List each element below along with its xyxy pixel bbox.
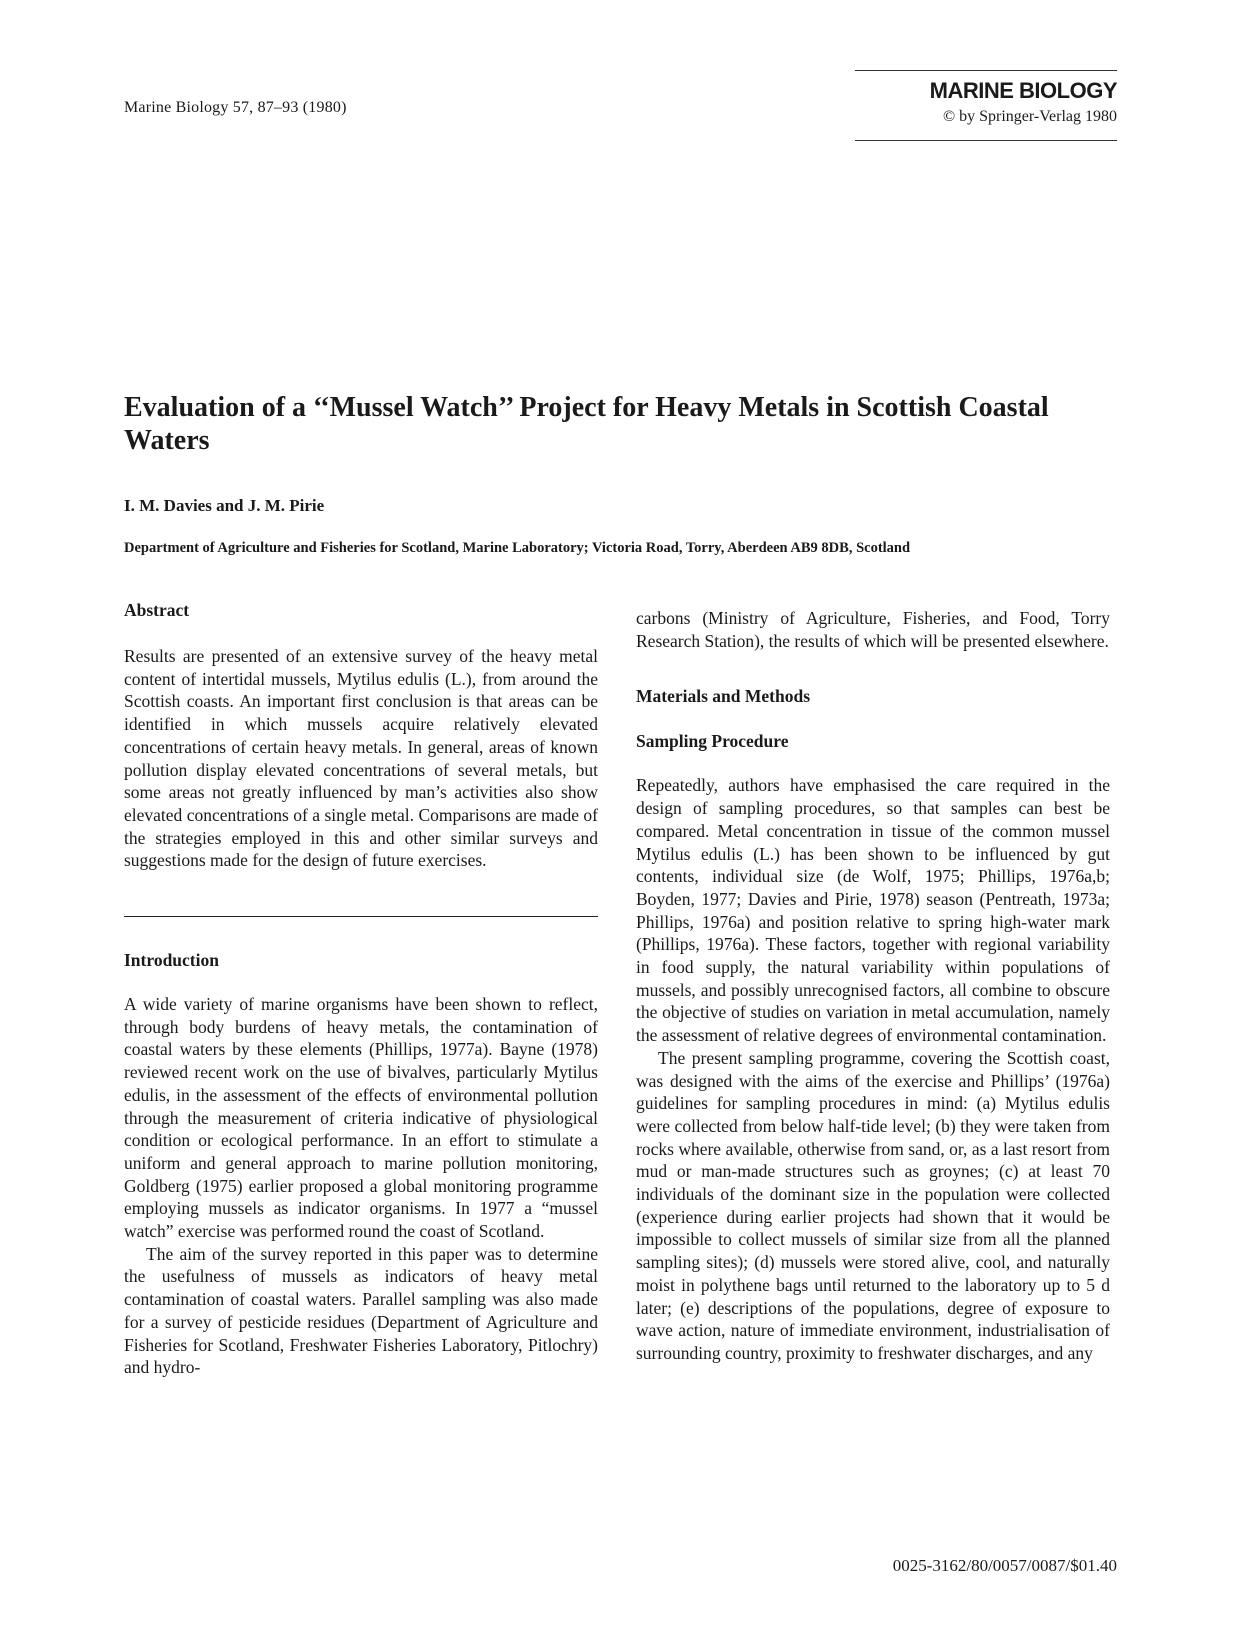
journal-name: MARINE BIOLOGY xyxy=(929,78,1117,103)
author-list: I. M. Davies and J. M. Pirie xyxy=(124,496,325,515)
sampling-heading: Sampling Procedure xyxy=(636,731,789,752)
masthead-bottom-rule xyxy=(855,140,1117,141)
methods-paragraph: The present sampling programme, covering the Scottish coast, was designed with the aims of the exercise and Phillips’ (1976a) guidelines for sampling procedures in mind: (a) Mytilus edulis were collected from below half-tide level; (b) they were taken from rocks where available, otherwise from sand, or, as a last resort from mud or man-made structures such as groynes; (c) at least 70 individuals of the dominant size in the population were collected (experience during earlier projects had shown that it would be impossible to collect mussels of similar size from all the planned sampling sites); (d) mussels were stored alive, cool, and naturally moist in polythene bags until returned to the laboratory up to 5 d later; (e) descriptions of the populations, degree of exposure to wave action, nature of immediate environment, industrialisation of surrounding country, proximity to freshwater discharges, and any xyxy=(636,1047,1110,1363)
abstract-text: Results are presented of an extensive survey of the heavy metal content of intertidal mussels, Mytilus edulis (L.), from around the Scottish coasts. An important first conclusion is that areas can be identified in which mussels acquire relatively elevated concentrations of certain heavy metals. In general, areas of known pollution display elevated concentrations of several metals, but some areas not greatly influenced by man’s activities also show elevated concentrations of a single metal. Comparisons are made of the strategies employed in this and other similar surveys and suggestions made for the design of future exercises. xyxy=(124,646,598,871)
introduction-paragraph: The aim of the survey reported in this paper was to determine the usefulness of mussels as indicators of heavy metal contamination of coastal waters. Parallel sampling was also made for a survey of pesticide residues (Department of Agriculture and Fisheries for Scotland, Freshwater Fisheries Laboratory, Pitlochry) and hydro- xyxy=(124,1243,598,1378)
methods-heading: Materials and Methods xyxy=(636,686,811,707)
introduction-paragraph: A wide variety of marine organisms have been shown to reflect, through body burdens of heavy metals, the contamination of coastal waters by these elements (Phillips, 1977a). Bayne (1978) reviewed recent work on the use of bivalves, particularly Mytilus edulis, in the assessment of the effects of environmental pollution through the measurement of criteria indicative of physiological condition or ecological performance. In an effort to stimulate a uniform and general approach to marine pollution monitoring, Goldberg (1975) earlier proposed a global monitoring programme employing mussels as indicator organisms. In 1977 a “mussel watch” exercise was performed round the coast of Scotland. xyxy=(124,994,598,1242)
right-column xyxy=(636,607,1110,1365)
article-code: 0025-3162/80/0057/0087/$01.40 xyxy=(892,1556,1117,1575)
journal-masthead xyxy=(855,70,1117,141)
masthead-top-rule xyxy=(855,70,1117,71)
paper-title: Evaluation of a ‘‘Mussel Watch’’ Project for Heavy Metals in Scottish Coastal Waters xyxy=(124,392,1049,456)
introduction-heading: Introduction xyxy=(124,950,219,971)
abstract-heading: Abstract xyxy=(124,600,190,620)
abstract-divider xyxy=(124,916,598,917)
author-affiliation: Department of Agriculture and Fisheries for Scotland, Marine Laboratory; Victoria Road, Torry, Aberdeen AB9 8DB, Scotland xyxy=(124,540,911,556)
copyright-line: © by Springer-Verlag 1980 xyxy=(942,108,1117,125)
left-column xyxy=(124,600,598,1379)
methods-paragraph: Repeatedly, authors have emphasised the care required in the design of sampling procedures, so that samples can best be compared. Metal concentration in tissue of the common mussel Mytilus edulis (L.) has been shown to be influenced by gut contents, individual size (de Wolf, 1975; Phillips, 1976a,b; Boyden, 1977; Davies and Pirie, 1978) season (Pentreath, 1973a; Phillips, 1976a) and position relative to spring high-water mark (Phillips, 1976a). These factors, together with regional variability in food supply, the natural variability within populations of mussels, and possibly unrecognised factors, all combine to obscure the objective of studies on variation in metal accumulation, namely the assessment of relative degrees of environmental contamination. xyxy=(636,775,1110,1046)
journal-citation: Marine Biology 57, 87–93 (1980) xyxy=(124,99,347,116)
continuation-text: carbons (Ministry of Agriculture, Fisheries, and Food, Torry Research Station), the results of which will be presented elsewhere. xyxy=(636,608,1110,651)
